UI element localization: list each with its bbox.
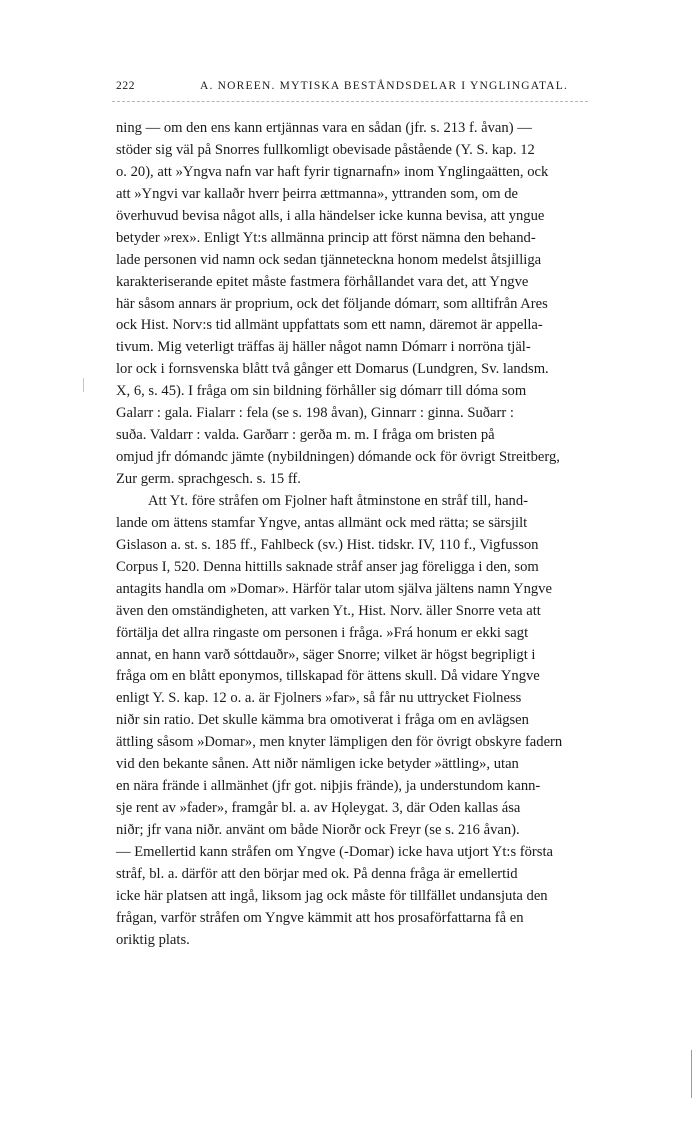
page-number: 222 — [116, 80, 136, 92]
text-line: ning — om den ens kann ertjännas vara en sådan (jfr. s. 213 f. åvan) — — [116, 120, 532, 136]
text-line: förtälja det allra ringaste om personen i fråga. »Frá honum er ekki sagt — [116, 624, 529, 641]
text-line: vid den bekante sånen. Att niðr nämligen icke betyder »ättling», utan — [116, 756, 519, 773]
text-line: ättling såsom »Domar», men knyter lämpligen den för övrigt obskyre fadern — [116, 734, 563, 751]
text-line: enligt Y. S. kap. 12 o. a. är Fjolners »far», så får nu uttrycket Fiolness — [116, 690, 522, 707]
text-line: att »Yngvi var kallaðr hverr þeirra ættmanna», yttranden som, om de — [116, 185, 519, 202]
text-line: niðr sin ratio. Det skulle kämma bra omotiverat i fråga om en avlägsen — [116, 712, 529, 729]
text-line: ock Hist. Norv:s tid allmänt uppfattats som ett namn, däremot är appella- — [116, 317, 543, 334]
text-line: omjud jfr dómandc jämte (nybildningen) dómande ock för övrigt Streitberg, — [116, 449, 560, 466]
text-line: betyder »rex». Enligt Yt:s allmänna princip att först nämna den behand- — [116, 229, 536, 246]
text-line: tivum. Mig veterligt träffas äj häller något namn Dómarr i norröna tjäl- — [116, 339, 531, 356]
text-line: stråf, bl. a. därför att den börjar med ok. På denna fråga är emellertid — [116, 865, 518, 882]
running-title: A. NOREEN. MYTISKA BESTÅNDSDELAR I YNGLINGATAL. — [200, 80, 569, 92]
header-rule — [112, 101, 588, 102]
text-line: — Emellertid kann stråfen om Yngve (-Domar) icke hava utjort Yt:s första — [116, 843, 553, 860]
text-line: niðr; jfr vana niðr. använt om både Niorðr ock Freyr (se s. 216 åvan). — [116, 822, 520, 838]
text-line: suða. Valdarr : valda. Garðarr : gerða m. m. I fråga om bristen på — [116, 427, 495, 444]
text-line: frågan, varför stråfen om Yngve kämmit att hos prosaförfattarna få en — [116, 909, 524, 926]
text-line: annat, en hann varð sóttdauðr», säger Snorre; vilket är högst begripligt i — [116, 646, 536, 663]
text-line: X, 6, s. 45). I fråga om sin bildning förhåller sig dómarr till dóma som — [116, 383, 527, 400]
text-line: Galarr : gala. Fialarr : fela (se s. 198 åvan), Ginnarr : ginna. Suðarr : — [116, 405, 514, 422]
text-line: överhuvud bevisa något alls, i alla händelser icke kunna bevisa, att yngue — [116, 207, 545, 224]
text-line: icke här platsen att ingå, liksom jag ock måste för tillfället undansjuta den — [116, 887, 548, 904]
text-line: Att Yt. före stråfen om Fjolner haft åtminstone en stråf till, hand- — [148, 492, 529, 509]
text-line: en nära frände i allmänhet (jfr got. niþjis frände), ja understundom kann- — [116, 778, 541, 795]
text-line: karakteriserande epitet måste fastmera förhållandet vara det, att Yngve — [116, 273, 529, 290]
text-line: antagits handla om »Domar». Härför talar utom själva jältens namn Yngve — [116, 580, 552, 597]
margin-mark — [83, 378, 84, 392]
text-line: här såsom annars är proprium, ock det följande dómarr, som alltifrån Ares — [116, 295, 548, 312]
text-line: o. 20), att »Yngva nafn var haft fyrir tignarnafn» inom Ynglingaätten, ock — [116, 163, 549, 180]
text-line: stöder sig väl på Snorres fullkomligt obevisade påstående (Y. S. kap. 12 — [116, 141, 535, 158]
page-edge-mark — [691, 1050, 692, 1098]
text-line: Gislason a. st. s. 185 ff., Fahlbeck (sv.) Hist. tidskr. IV, 110 f., Vigfusson — [116, 536, 539, 553]
text-line: sje rent av »fader», framgår bl. a. av Hǫleygat. 3, där Oden kallas ása — [116, 800, 521, 817]
text-line: lade personen vid namn ock sedan tjänneteckna honom medelst åtsjilliga — [116, 251, 542, 268]
text-line: Zur germ. sprachgesch. s. 15 ff. — [116, 471, 301, 487]
text-line: lor ock i fornsvenska blått två gånger ett Domarus (Lundgren, Sv. landsm. — [116, 361, 549, 378]
text-line: fråga om en blått eponymos, tillskapad för ättens skull. Då vidare Yngve — [116, 668, 540, 685]
text-line: även den omständigheten, att varken Yt., Hist. Norv. äller Snorre veta att — [116, 602, 541, 619]
text-line: lande om ättens stamfar Yngve, antas allmänt ock med rätta; se särsjilt — [116, 514, 528, 531]
text-line: oriktig plats. — [116, 931, 190, 948]
text-line: Corpus I, 520. Denna hittills saknade stråf anser jag föreligga i den, som — [116, 558, 539, 575]
body-text — [116, 118, 676, 952]
